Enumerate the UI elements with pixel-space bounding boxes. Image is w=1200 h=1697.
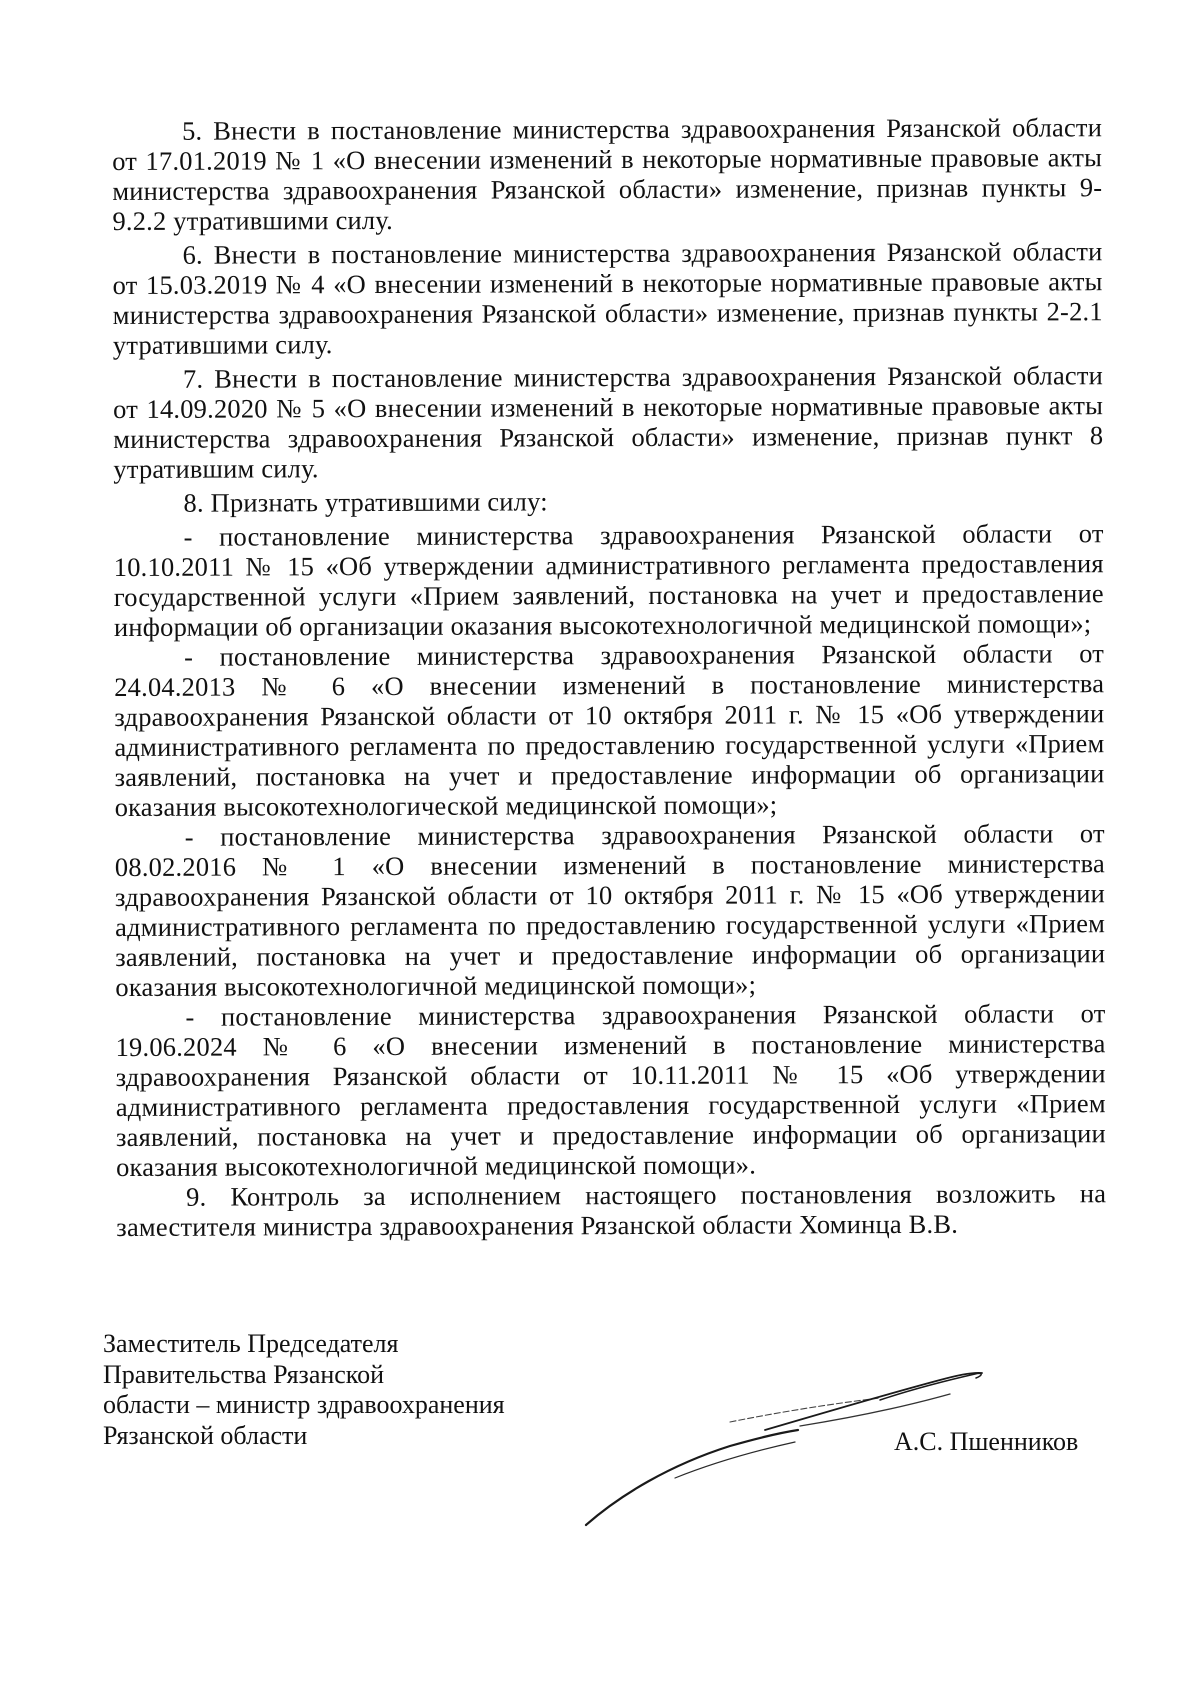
paragraph-7: 7. Внести в постановление министерства здравоохранения Рязанской области от 14.09.2020 № 5 «О внесении изменений в некоторые нормативные правовые акты министерства здравоохранения Рязанской области» изменение, признав пункт 8 утратившим силу. xyxy=(113,360,1104,484)
repealed-item: - постановление министерства здравоохранения Рязанской области от 24.04.2013 № 6 «О внесении изменений в постановление министерства здравоохранения Рязанской области от 10 октября 2011 г. № 15 «Об утверждении административного регламента по предоставлению государственной услуги «Прием заявлений, постановка на учет и предоставление информации об организации оказания высокотехнологической медицинской помощи»; xyxy=(114,638,1105,822)
repealed-item: - постановление министерства здравоохранения Рязанской области от 19.06.2024 № 6 «О внесении изменений в постановление министерства здравоохранения Рязанской области от 10.11.2011 № 15 «Об утверждении административного регламента предоставления государственной услуги «Прием заявлений, постановка на учет и предоставление информации об организации оказания высокотехнологичной медицинской помощи». xyxy=(115,998,1106,1182)
position-line: Заместитель Председателя xyxy=(103,1329,399,1358)
repealed-item: - постановление министерства здравоохранения Рязанской области от 08.02.2016 № 1 «О внесении изменений в постановление министерства здравоохранения Рязанской области от 10 октября 2011 г. № 15 «Об утверждении административного регламента по предоставлению государственной услуги «Прием заявлений, постановка на учет и предоставление информации об организации оказания высокотехнологичной медицинской помощи»; xyxy=(114,818,1106,1002)
position-line: Рязанской области xyxy=(103,1420,308,1450)
position-line: Правительства Рязанской xyxy=(103,1359,385,1389)
paragraph-6: 6. Внести в постановление министерства здравоохранения Рязанской области от 15.03.2019 № 4 «О внесении изменений в некоторые нормативные правовые акты министерства здравоохранения Рязанской области» изменение, признав пункты 2-2.1 утратившими силу. xyxy=(112,236,1103,360)
paragraph-5: 5. Внести в постановление министерства здравоохранения Рязанской области от 17.01.2019 № 1 «О внесении изменений в некоторые нормативные правовые акты министерства здравоохранения Рязанской области» изменение, признав пункты 9-9.2.2 утратившими силу. xyxy=(112,112,1103,236)
repealed-item: - постановление министерства здравоохранения Рязанской области от 10.10.2011 № 15 «Об утверждении административного регламента предоставления государственной услуги «Прием заявлений, постановка на учет и предоставление информации об организации оказания высокотехнологичной медицинской помощи»; xyxy=(113,518,1104,642)
position-line: области – министр здравоохранения xyxy=(103,1390,505,1419)
signer-name: А.С. Пшенников xyxy=(894,1427,1079,1456)
paragraph-9: 9. Контроль за исполнением настоящего постановления возложить на заместителя министра здравоохранения Рязанской области Хоминца В.В. xyxy=(116,1178,1107,1242)
signatory-position xyxy=(103,1329,505,1451)
document-body xyxy=(112,112,1106,1242)
paragraph-8: 8. Признать утратившими силу: xyxy=(183,486,548,518)
